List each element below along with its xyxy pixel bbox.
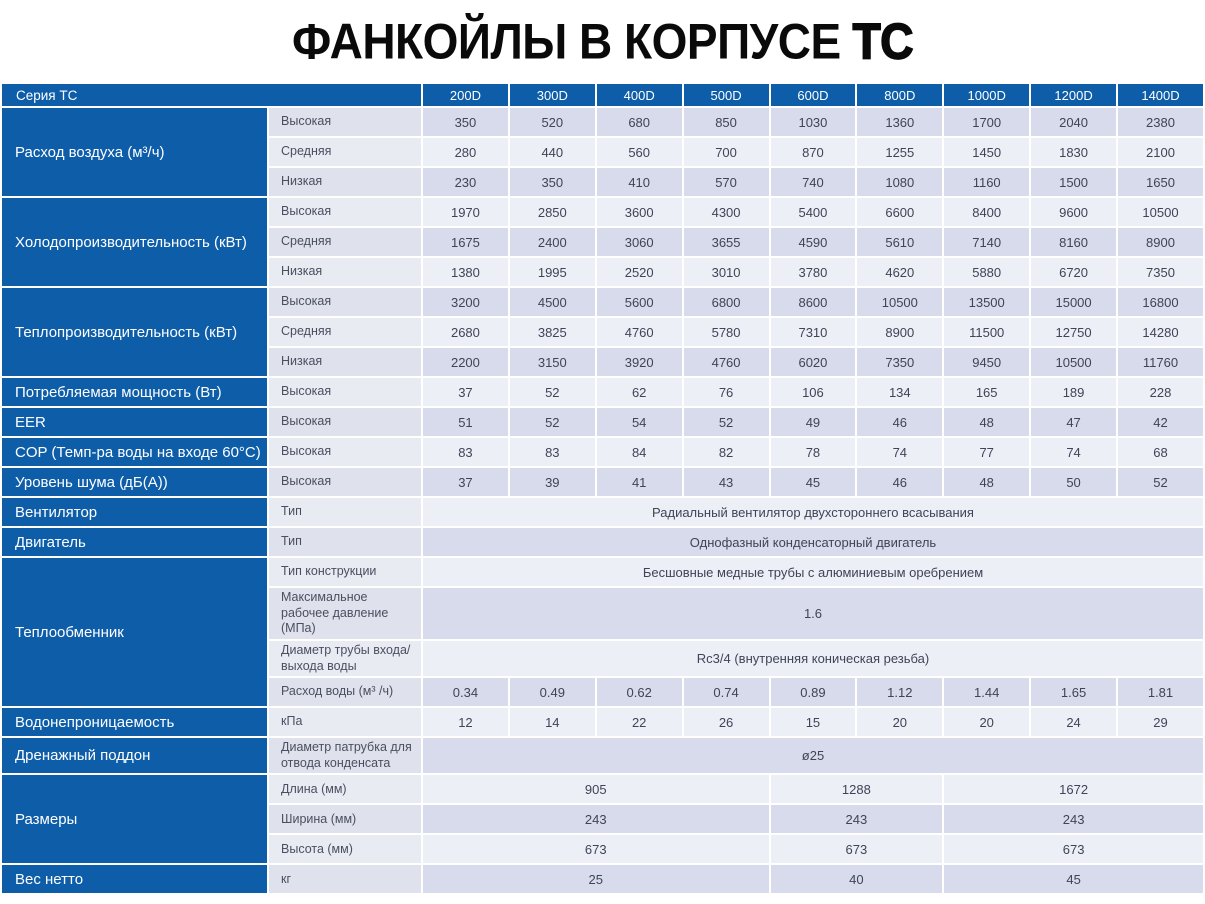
value-cell: 280 [423, 138, 508, 166]
value-cell: 1.12 [857, 678, 942, 706]
model-header: 300D [510, 84, 595, 106]
value-cell: 2520 [597, 258, 682, 286]
value-cell: 7140 [944, 228, 1029, 256]
value-cell: 52 [510, 408, 595, 436]
value-cell: 4590 [771, 228, 856, 256]
row-sublabel: Ширина (мм) [269, 805, 421, 833]
value-cell: 3920 [597, 348, 682, 376]
value-cell: Однофазный конденсаторный двигатель [423, 528, 1203, 556]
title-bar [0, 0, 1205, 82]
value-cell: 84 [597, 438, 682, 466]
spec-table-body [2, 108, 1203, 893]
value-cell: 673 [771, 835, 943, 863]
value-cell: 51 [423, 408, 508, 436]
value-cell: 0.74 [684, 678, 769, 706]
group-label: Теплообменник [2, 558, 267, 706]
value-cell: 4300 [684, 198, 769, 226]
value-cell: 1830 [1031, 138, 1116, 166]
table-row [2, 408, 1203, 436]
value-cell: 1288 [771, 775, 943, 803]
row-sublabel: Высокая [269, 468, 421, 496]
value-cell: 905 [423, 775, 769, 803]
value-cell: 4500 [510, 288, 595, 316]
value-cell: 1030 [771, 108, 856, 136]
group-label: Дренажный поддон [2, 738, 267, 773]
group-label: Уровень шума (дБ(А)) [2, 468, 267, 496]
value-cell: 6020 [771, 348, 856, 376]
page-title-suffix: ТС [852, 12, 913, 70]
row-sublabel: Высокая [269, 108, 421, 136]
value-cell: 228 [1118, 378, 1203, 406]
model-header: 1000D [944, 84, 1029, 106]
value-cell: 8400 [944, 198, 1029, 226]
value-cell: 1450 [944, 138, 1029, 166]
value-cell: 6800 [684, 288, 769, 316]
group-label: Теплопроизводительность (кВт) [2, 288, 267, 376]
row-sublabel: кг [269, 865, 421, 893]
value-cell: 52 [684, 408, 769, 436]
value-cell: 10500 [1031, 348, 1116, 376]
value-cell: 62 [597, 378, 682, 406]
value-cell: 42 [1118, 408, 1203, 436]
row-sublabel: Высокая [269, 408, 421, 436]
group-label: Размеры [2, 775, 267, 863]
value-cell: 243 [771, 805, 943, 833]
model-header: 500D [684, 84, 769, 106]
value-cell: 2680 [423, 318, 508, 346]
group-label: Холодопроизводительность (кВт) [2, 198, 267, 286]
value-cell: 230 [423, 168, 508, 196]
value-cell: 440 [510, 138, 595, 166]
value-cell: 673 [944, 835, 1203, 863]
value-cell: 1255 [857, 138, 942, 166]
value-cell: Бесшовные медные трубы с алюминиевым оребрением [423, 558, 1203, 586]
value-cell: 1650 [1118, 168, 1203, 196]
value-cell: 10500 [1118, 198, 1203, 226]
value-cell: 20 [857, 708, 942, 736]
value-cell: 5400 [771, 198, 856, 226]
value-cell: 8900 [857, 318, 942, 346]
group-label: Водонепроницаемость [2, 708, 267, 736]
value-cell: 1.81 [1118, 678, 1203, 706]
value-cell: 20 [944, 708, 1029, 736]
group-label: COP (Темп-ра воды на входе 60°С) [2, 438, 267, 466]
value-cell: 10500 [857, 288, 942, 316]
value-cell: 0.34 [423, 678, 508, 706]
value-cell: 50 [1031, 468, 1116, 496]
model-header: 1400D [1118, 84, 1203, 106]
value-cell: 5780 [684, 318, 769, 346]
table-row [2, 865, 1203, 893]
spec-table [0, 82, 1205, 895]
value-cell: 8160 [1031, 228, 1116, 256]
value-cell: 46 [857, 468, 942, 496]
value-cell: 243 [944, 805, 1203, 833]
model-header: 800D [857, 84, 942, 106]
value-cell: 1995 [510, 258, 595, 286]
value-cell: Rc3/4 (внутренняя коническая резьба) [423, 641, 1203, 676]
value-cell: 7350 [1118, 258, 1203, 286]
value-cell: 243 [423, 805, 769, 833]
value-cell: 850 [684, 108, 769, 136]
value-cell: 2400 [510, 228, 595, 256]
table-row [2, 558, 1203, 586]
value-cell: 2200 [423, 348, 508, 376]
group-label: Вентилятор [2, 498, 267, 526]
table-row [2, 708, 1203, 736]
row-sublabel: Диаметр патрубка для отвода конденсата [269, 738, 421, 773]
value-cell: 52 [1118, 468, 1203, 496]
value-cell: 3655 [684, 228, 769, 256]
value-cell: 83 [423, 438, 508, 466]
value-cell: 1.65 [1031, 678, 1116, 706]
value-cell: 1.44 [944, 678, 1029, 706]
value-cell: 43 [684, 468, 769, 496]
group-label: Расход воздуха (м³/ч) [2, 108, 267, 196]
value-cell: 68 [1118, 438, 1203, 466]
value-cell: 350 [510, 168, 595, 196]
value-cell: 52 [510, 378, 595, 406]
value-cell: 16800 [1118, 288, 1203, 316]
value-cell: 78 [771, 438, 856, 466]
value-cell: 106 [771, 378, 856, 406]
value-cell: 0.89 [771, 678, 856, 706]
value-cell: 0.49 [510, 678, 595, 706]
value-cell: 13500 [944, 288, 1029, 316]
value-cell: 3150 [510, 348, 595, 376]
value-cell: 47 [1031, 408, 1116, 436]
value-cell: 2100 [1118, 138, 1203, 166]
value-cell: 0.62 [597, 678, 682, 706]
value-cell: 1500 [1031, 168, 1116, 196]
value-cell: 12 [423, 708, 508, 736]
model-header: 1200D [1031, 84, 1116, 106]
value-cell: 5610 [857, 228, 942, 256]
value-cell: 4620 [857, 258, 942, 286]
group-label: Потребляемая мощность (Вт) [2, 378, 267, 406]
value-cell: 45 [944, 865, 1203, 893]
value-cell: 25 [423, 865, 769, 893]
value-cell: 3200 [423, 288, 508, 316]
table-row [2, 198, 1203, 226]
value-cell: 11760 [1118, 348, 1203, 376]
value-cell: 350 [423, 108, 508, 136]
table-row [2, 288, 1203, 316]
value-cell: 1970 [423, 198, 508, 226]
row-sublabel: Тип [269, 498, 421, 526]
value-cell: 5880 [944, 258, 1029, 286]
value-cell: 6720 [1031, 258, 1116, 286]
table-row [2, 468, 1203, 496]
value-cell: 3825 [510, 318, 595, 346]
value-cell: 3010 [684, 258, 769, 286]
value-cell: 29 [1118, 708, 1203, 736]
value-cell: 74 [1031, 438, 1116, 466]
value-cell: 76 [684, 378, 769, 406]
value-cell: 4760 [597, 318, 682, 346]
table-row [2, 438, 1203, 466]
value-cell: 570 [684, 168, 769, 196]
value-cell: 9600 [1031, 198, 1116, 226]
value-cell: 3600 [597, 198, 682, 226]
row-sublabel: Высокая [269, 438, 421, 466]
value-cell: 6600 [857, 198, 942, 226]
value-cell: 49 [771, 408, 856, 436]
value-cell: 37 [423, 378, 508, 406]
table-row [2, 528, 1203, 556]
value-cell: 39 [510, 468, 595, 496]
row-sublabel: Низкая [269, 258, 421, 286]
value-cell: 37 [423, 468, 508, 496]
group-label: EER [2, 408, 267, 436]
group-label: Вес нетто [2, 865, 267, 893]
value-cell: 41 [597, 468, 682, 496]
series-header: Серия ТС [2, 84, 421, 106]
value-cell: 740 [771, 168, 856, 196]
row-sublabel: кПа [269, 708, 421, 736]
value-cell: 5600 [597, 288, 682, 316]
table-row [2, 108, 1203, 136]
value-cell: 82 [684, 438, 769, 466]
value-cell: 673 [423, 835, 769, 863]
value-cell: 24 [1031, 708, 1116, 736]
value-cell: Радиальный вентилятор двухстороннего всасывания [423, 498, 1203, 526]
value-cell: 14280 [1118, 318, 1203, 346]
value-cell: 1675 [423, 228, 508, 256]
table-row [2, 498, 1203, 526]
row-sublabel: Средняя [269, 228, 421, 256]
value-cell: 2850 [510, 198, 595, 226]
table-row [2, 738, 1203, 773]
row-sublabel: Тип [269, 528, 421, 556]
value-cell: 165 [944, 378, 1029, 406]
row-sublabel: Диаметр трубы входа/ выхода воды [269, 641, 421, 676]
row-sublabel: Высокая [269, 198, 421, 226]
table-row [2, 378, 1203, 406]
row-sublabel: Длина (мм) [269, 775, 421, 803]
value-cell: 3060 [597, 228, 682, 256]
page-title-main: ФАНКОЙЛЫ В КОРПУСЕ [291, 12, 841, 70]
value-cell: 46 [857, 408, 942, 436]
value-cell: 22 [597, 708, 682, 736]
value-cell: 2380 [1118, 108, 1203, 136]
value-cell: 77 [944, 438, 1029, 466]
value-cell: ø25 [423, 738, 1203, 773]
value-cell: 8900 [1118, 228, 1203, 256]
value-cell: 134 [857, 378, 942, 406]
model-header: 600D [771, 84, 856, 106]
value-cell: 410 [597, 168, 682, 196]
value-cell: 700 [684, 138, 769, 166]
value-cell: 520 [510, 108, 595, 136]
model-header: 400D [597, 84, 682, 106]
row-sublabel: Низкая [269, 168, 421, 196]
value-cell: 74 [857, 438, 942, 466]
value-cell: 3780 [771, 258, 856, 286]
row-sublabel: Средняя [269, 138, 421, 166]
value-cell: 83 [510, 438, 595, 466]
row-sublabel: Средняя [269, 318, 421, 346]
value-cell: 54 [597, 408, 682, 436]
value-cell: 1672 [944, 775, 1203, 803]
header-row [2, 84, 1203, 106]
value-cell: 48 [944, 408, 1029, 436]
value-cell: 45 [771, 468, 856, 496]
table-row [2, 775, 1203, 803]
value-cell: 189 [1031, 378, 1116, 406]
model-header: 200D [423, 84, 508, 106]
value-cell: 1700 [944, 108, 1029, 136]
value-cell: 26 [684, 708, 769, 736]
value-cell: 48 [944, 468, 1029, 496]
value-cell: 1360 [857, 108, 942, 136]
group-label: Двигатель [2, 528, 267, 556]
row-sublabel: Расход воды (м³ /ч) [269, 678, 421, 706]
value-cell: 9450 [944, 348, 1029, 376]
row-sublabel: Высокая [269, 288, 421, 316]
row-sublabel: Тип конструкции [269, 558, 421, 586]
value-cell: 8600 [771, 288, 856, 316]
value-cell: 1380 [423, 258, 508, 286]
row-sublabel: Высокая [269, 378, 421, 406]
value-cell: 11500 [944, 318, 1029, 346]
value-cell: 560 [597, 138, 682, 166]
row-sublabel: Максимальное рабочее давление (МПа) [269, 588, 421, 639]
value-cell: 7310 [771, 318, 856, 346]
value-cell: 1.6 [423, 588, 1203, 639]
value-cell: 14 [510, 708, 595, 736]
value-cell: 4760 [684, 348, 769, 376]
value-cell: 15000 [1031, 288, 1116, 316]
value-cell: 2040 [1031, 108, 1116, 136]
value-cell: 7350 [857, 348, 942, 376]
value-cell: 1160 [944, 168, 1029, 196]
page-title [291, 12, 913, 70]
value-cell: 870 [771, 138, 856, 166]
value-cell: 1080 [857, 168, 942, 196]
row-sublabel: Высота (мм) [269, 835, 421, 863]
value-cell: 12750 [1031, 318, 1116, 346]
value-cell: 680 [597, 108, 682, 136]
value-cell: 40 [771, 865, 943, 893]
row-sublabel: Низкая [269, 348, 421, 376]
value-cell: 15 [771, 708, 856, 736]
